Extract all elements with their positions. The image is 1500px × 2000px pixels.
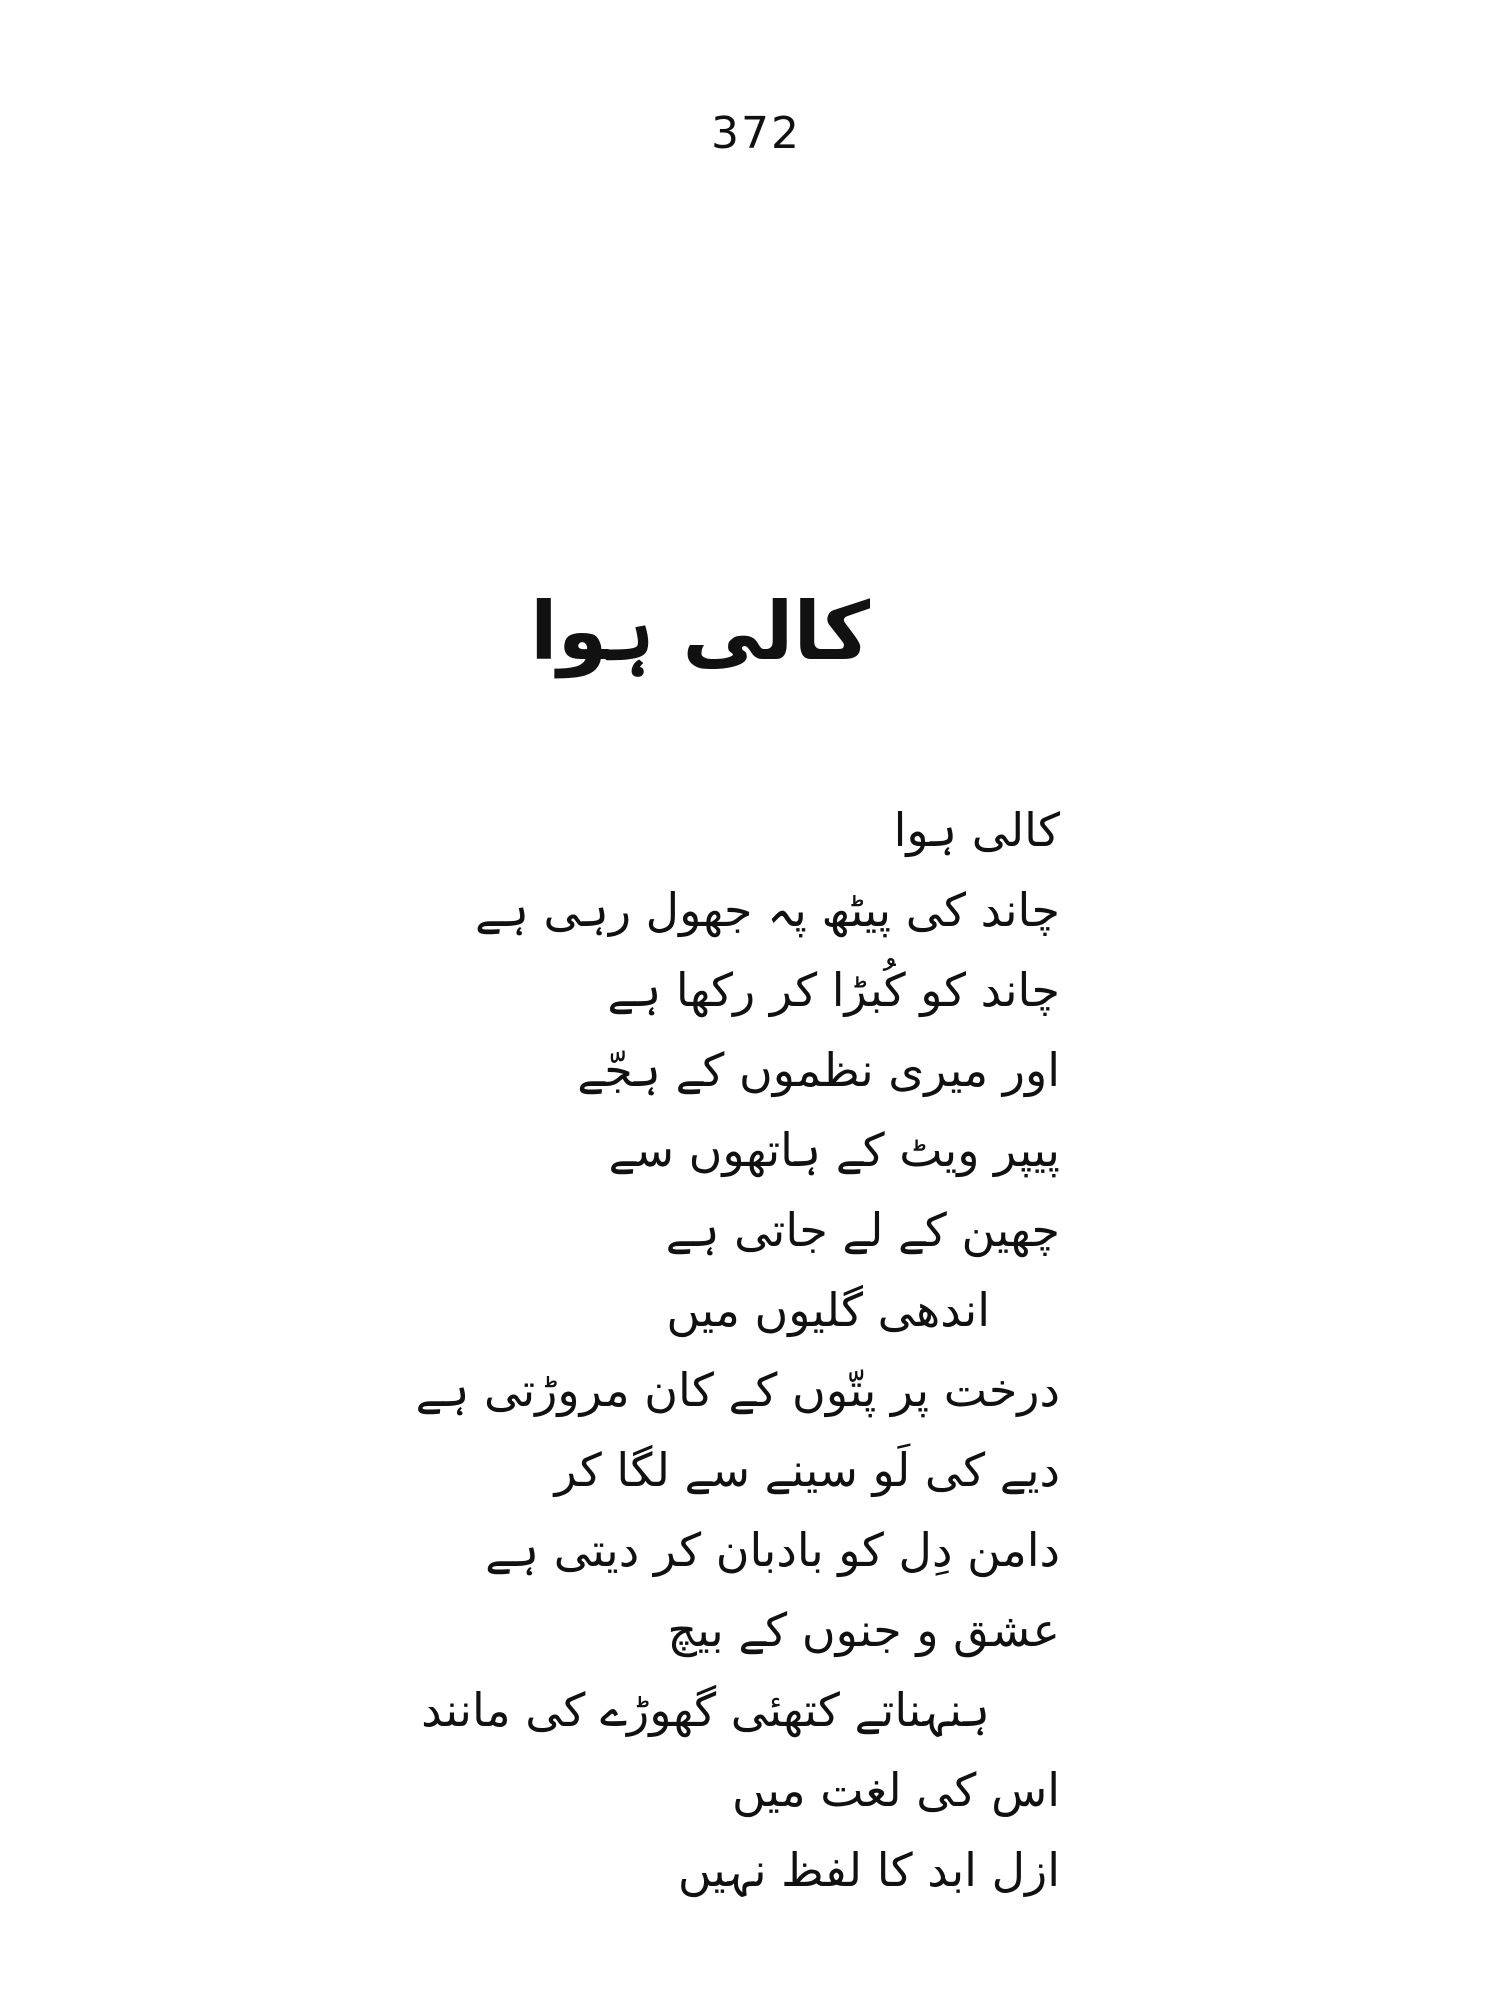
page-number: 372 [711,108,801,159]
poem-line: اندھی گلیوں میں [666,1283,990,1337]
poem-line: دیے کی لَو سینے سے لگا کر [554,1443,1060,1497]
poem-line: ہنہناتے کتھئی گھوڑے کی مانند [421,1683,990,1737]
poem-line: کالی ہوا [893,803,1060,857]
poem-line: عشق و جنوں کے بیچ [667,1603,1060,1657]
poem-line: چاند کی پیٹھ پہ جھول رہی ہے [475,883,1060,937]
poem-title: کالی ہوا [530,585,870,678]
poem-line: پیپر ویٹ کے ہاتھوں سے [608,1123,1060,1177]
poem-line: اس کی لغت میں [732,1763,1060,1817]
poem-body [416,790,1061,1910]
poem-line: دامن دِل کو بادبان کر دیتی ہے [485,1523,1060,1577]
poem-line: چھین کے لے جاتی ہے [665,1203,1060,1257]
poem-line: درخت پر پتّوں کے کان مروڑتی ہے [415,1363,1060,1417]
poem-line: ازل ابد کا لفظ نہیں [677,1843,1060,1897]
poem-line: چاند کو کُبڑا کر رکھا ہے [607,963,1060,1017]
poem-line: اور میری نظموں کے ہجّے [577,1043,1060,1097]
